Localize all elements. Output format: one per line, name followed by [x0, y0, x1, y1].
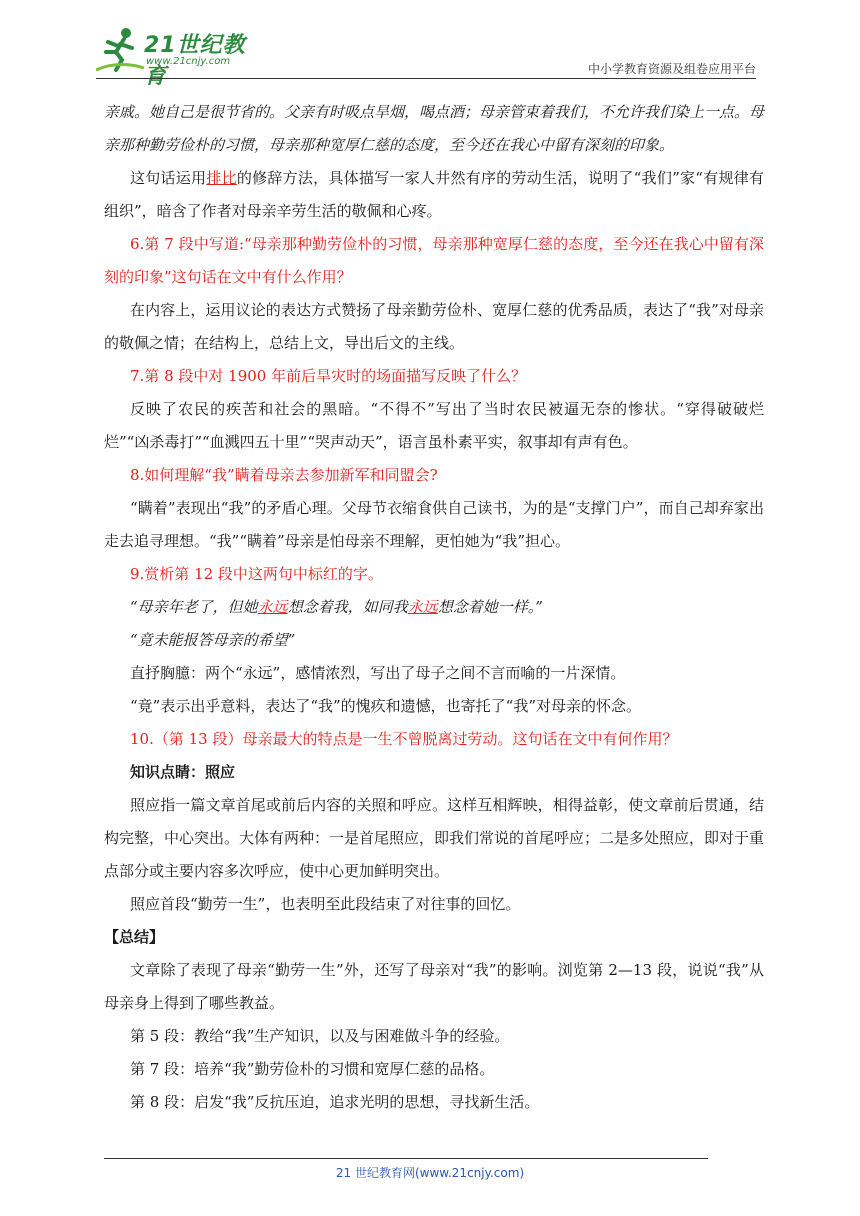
answer-10: 照应首段“勤劳一生”，也表明至此段结束了对往事的回忆。 [130, 895, 521, 913]
summary-item: 第 7 段：培养“我”勤劳俭朴的习惯和宽厚仁慈的品格。 [130, 1060, 495, 1078]
text-span: 想念着我，如同我 [287, 598, 408, 616]
answer-7: 反映了农民的疾苦和社会的黑暗。“不得不”写出了当时农民被逼无奈的惨状。“穿得破破烂烂”“凶杀毒打”“血溅四五十里”“哭声动天”，语言虽朴素平实，叙事却有声有色。 [104, 400, 764, 451]
summary-item: 第 8 段：启发“我”反抗压迫，追求光明的思想，寻找新生活。 [130, 1093, 540, 1111]
site-logo[interactable] [96, 26, 266, 89]
summary-body: 文章除了表现了母亲“勤劳一生”外，还写了母亲对“我”的影响。浏览第 2—13 段，说说“我”从母亲身上得到了哪些教益。 [104, 961, 764, 1012]
question-7: 7.第 8 段中对 1900 年前后旱灾时的场面描写反映了什么？ [130, 367, 527, 385]
footer-link[interactable]: 21 世纪教育网(www.21cnjy.com) [335, 1166, 525, 1180]
question-6: 6.第 7 段中写道:“母亲那种勤劳俭朴的习惯，母亲那种宽厚仁慈的态度，至今还在我心中留有深刻的印象”这句话在文中有什么作用？ [104, 235, 764, 286]
text-paragraph [104, 162, 764, 228]
quote-2: “竟未能报答母亲的希望” [130, 631, 296, 649]
question-8: 8.如何理解“我”瞒着母亲去参加新军和同盟会? [130, 466, 438, 484]
header-divider [96, 78, 756, 79]
knowledge-body: 照应指一篇文章首尾或前后内容的关照和呼应。这样互相辉映，相得益彰，使文章前后贯通，结构完整，中心突出。大体有两种：一是首尾照应，即我们常说的首尾呼应；二是多处照应，即对于重点部分或主要内容多次呼应，使中心更加鲜明突出。 [104, 796, 765, 880]
text-paragraph: 亲戚。她自己是很节省的。父亲有时吸点旱烟，喝点酒；母亲管束着我们，不允许我们染上一点。母亲那种勤劳俭朴的习惯，母亲那种宽厚仁慈的态度，至今还在我心中留有深刻的印象。 [104, 103, 765, 154]
page-header [0, 0, 860, 89]
highlight-link-paibi[interactable]: 排比 [206, 169, 237, 187]
quote-1 [104, 591, 764, 624]
logo-brand-text: 21世纪教育 [144, 33, 246, 89]
runner-logo-icon [96, 26, 146, 74]
text-span: 这句话运用 [130, 169, 207, 187]
text-span: 的修辞方法，具体描写一家人井然有序的劳动生活，说明了“我们”家“有规律有组织”，暗含了作者对母亲辛劳生活的敬佩和心疼。 [104, 169, 764, 220]
question-10: 10.（第 13 段）母亲最大的特点是一生不曾脱离过劳动。这句话在文中有何作用？ [130, 730, 678, 748]
highlight-yongyuan[interactable]: 永远 [257, 598, 288, 616]
document-body [104, 96, 764, 1119]
summary-item: 第 5 段：教给“我”生产知识，以及与困难做斗争的经验。 [130, 1027, 510, 1045]
footer-divider [104, 1158, 708, 1159]
text-span: “母亲年老了，但她 [130, 598, 258, 616]
text-span: 想念着她一样。” [437, 598, 543, 616]
answer-6: 在内容上，运用议论的表达方式赞扬了母亲勤劳俭朴、宽厚仁慈的优秀品质，表达了“我”对母亲的敬佩之情；在结构上，总结上文，导出后文的主线。 [104, 301, 764, 352]
answer-9-line-2: “竟”表示出乎意料，表达了“我”的愧疚和遗憾，也寄托了“我”对母亲的怀念。 [130, 697, 642, 715]
summary-title: 【总结】 [104, 928, 165, 946]
highlight-yongyuan[interactable]: 永远 [407, 598, 438, 616]
platform-name: 中小学教育资源及组卷应用平台 [587, 62, 756, 76]
answer-9-line-1: 直抒胸臆：两个“永远”，感情浓烈，写出了母子之间不言而喻的一片深情。 [130, 664, 626, 682]
answer-8: “瞒着”表现出“我”的矛盾心理。父母节衣缩食供自己读书，为的是“支撑门户”，而自己却弃家出走去追寻理想。“我”“瞒着”母亲是怕母亲不理解，更怕她为“我”担心。 [104, 499, 764, 550]
knowledge-title: 知识点睛：照应 [130, 763, 236, 781]
question-9: 9.赏析第 12 段中这两句中标红的字。 [130, 565, 383, 583]
logo-url-text: www.21cnjy.com [146, 56, 231, 67]
